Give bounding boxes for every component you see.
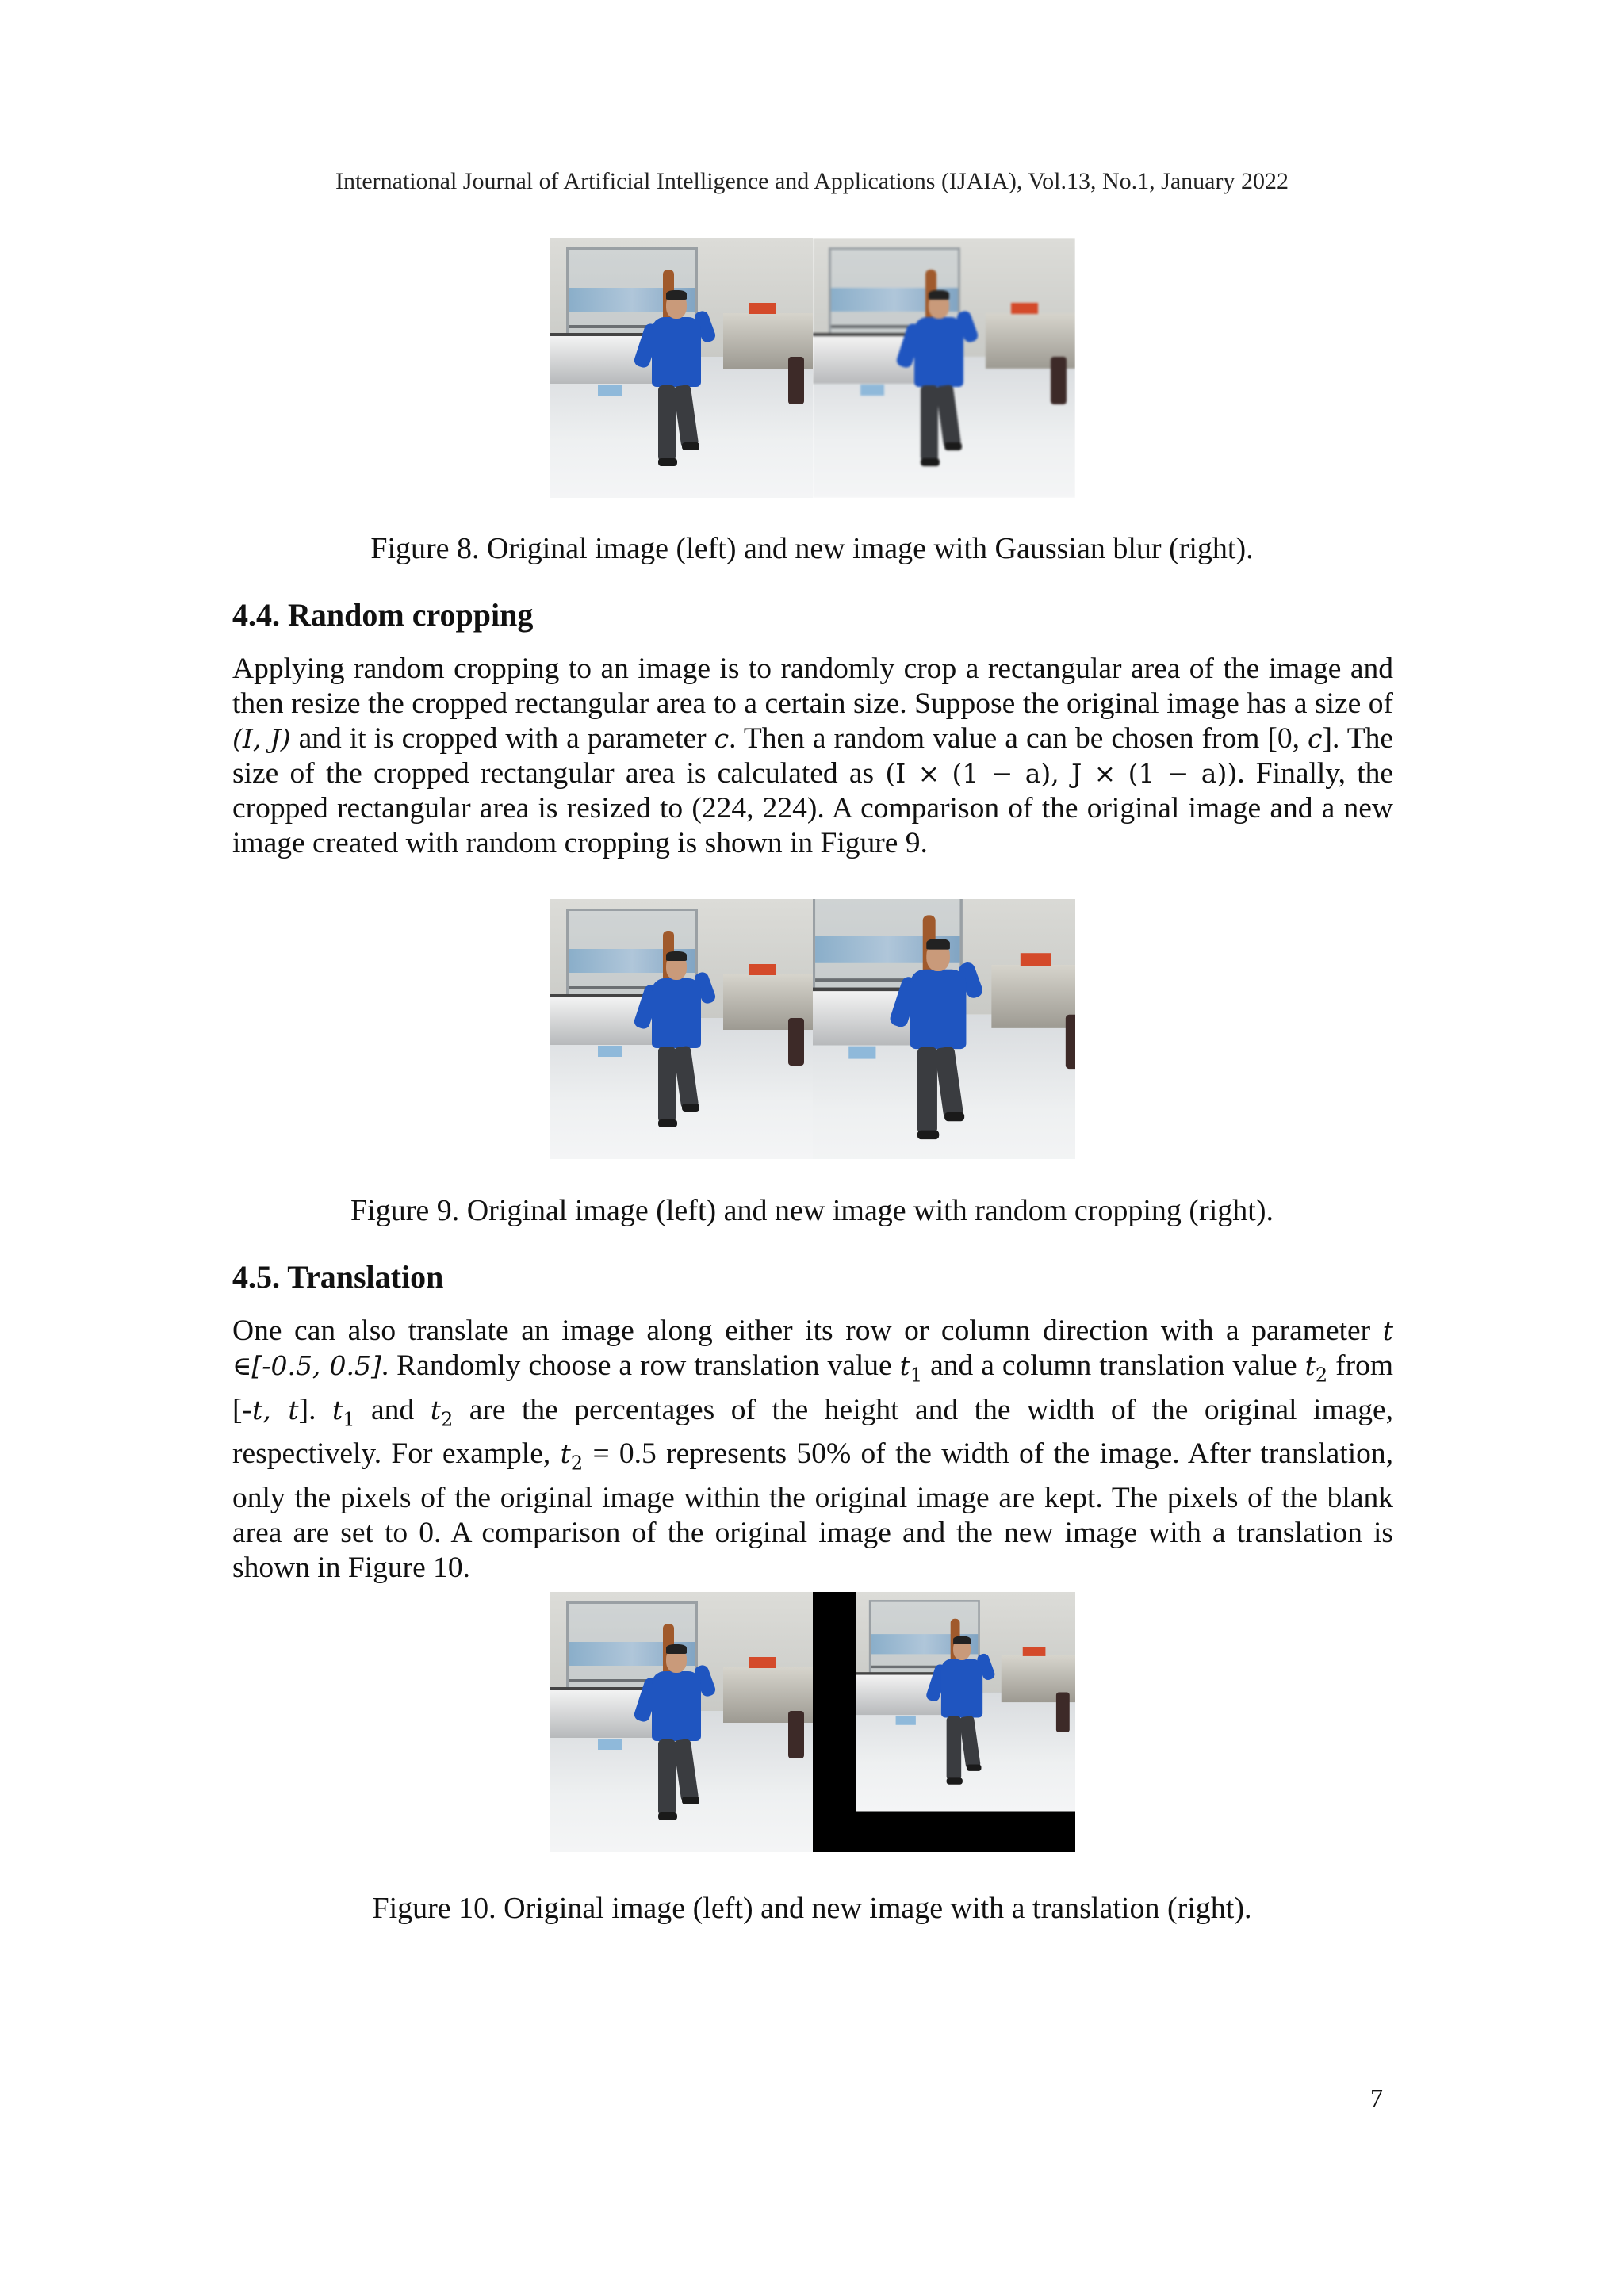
figure-9-cropped-image [813,899,1075,1159]
figure-8-original-image [550,238,813,498]
figure-10-translated-image [813,1592,1075,1852]
figure-10-caption: Figure 10. Original image (left) and new image with a translation (right). [372,1892,1252,1925]
figure-10-original-image [550,1592,813,1852]
section-4-4-paragraph: Applying random cropping to an image is to randomly crop a rectangular area of the image and then resize the cropped rectangular area to a certain size. Suppose the original image has a size of (I, J) and it is cropped with a parameter c. Then a random value a can be chosen from [0, c]. The size of the cropped rectangular area is calculated as (I × (1 − a), J × (1 − a)). Finally, the cropped rectangular area is resized to (224, 224). A comparison of the original image and a new image created with random cropping is shown in Figure 9. [232,652,1394,859]
section-4-5-paragraph: One can also translate an image along either its row or column direction with a parameter t ∈[-0.5, 0.5]. Randomly choose a row translation value $t_1$ and a column translation value $t_2$ from [-t, t]. $t_1$ and $t_2$ are the percentages of the height and the width of the original image, respectively. For example, $t_2 = 0.5$ represents 50% of the width of the image. After translation, only the pixels of the original image within the original image are kept. The pixels of the blank area are set to 0. A comparison of the original image and the new image with a translation is shown in Figure 10. [232,1314,1394,1584]
figure-9-original-image [550,899,813,1159]
figure-8-blurred-image [813,238,1075,498]
page-number: 7 [1370,2084,1383,2112]
running-header: International Journal of Artificial Intelligence and Applications (IJAIA), Vol.13, No.1, January 2022 [335,168,1289,194]
section-4-4-heading: 4.4. Random cropping [232,597,534,633]
figure-8 [550,238,1075,498]
figure-9-caption: Figure 9. Original image (left) and new image with random cropping (right). [350,1194,1274,1227]
figure-8-caption: Figure 8. Original image (left) and new image with Gaussian blur (right). [370,532,1254,565]
figure-9 [550,899,1075,1159]
section-4-5-heading: 4.5. Translation [232,1259,444,1295]
figure-10 [550,1592,1075,1852]
